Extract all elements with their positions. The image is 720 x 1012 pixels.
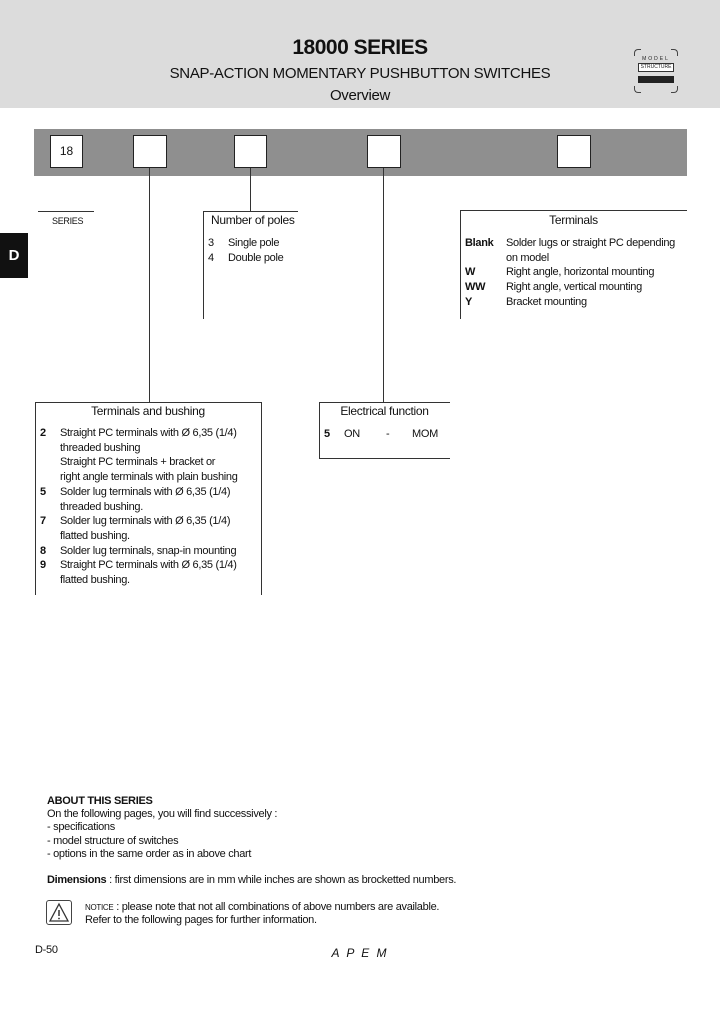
terminals-desc: Solder lugs or straight PC depending — [506, 237, 675, 249]
function-sep: - — [386, 428, 390, 440]
poles-rule — [203, 211, 298, 212]
code-box-bushing — [133, 135, 167, 168]
function-pos2: MOM — [412, 428, 438, 440]
page-number: D-50 — [35, 944, 58, 956]
about-line: - specifications — [47, 821, 115, 833]
connector-bushing — [149, 168, 150, 402]
function-code: 5 — [324, 428, 330, 440]
dimensions-note: Dimensions : first dimensions are in mm while inches are shown as brocketted numbers. — [47, 874, 457, 886]
function-top-rule — [319, 402, 450, 403]
about-line: - options in the same order as in above chart — [47, 848, 252, 860]
bushing-title: Terminals and bushing — [91, 404, 205, 418]
function-title: Electrical function — [340, 404, 429, 418]
poles-title: Number of poles — [211, 213, 295, 227]
code-box-terminals — [557, 135, 591, 168]
terminals-code: W — [465, 266, 476, 279]
connector-function — [383, 168, 384, 402]
notice-note: NOTICE : please note that not all combinations of above numbers are available. — [85, 901, 440, 913]
terminals-desc: Bracket mounting — [506, 295, 587, 308]
connector-poles — [250, 168, 251, 212]
terminals-code: WW — [465, 281, 486, 294]
logo-structure-text: STRUCTURE — [638, 63, 674, 72]
terminals-desc: Right angle, vertical mounting — [506, 281, 642, 294]
logo-caption: MODEL — [642, 56, 670, 62]
code-box-series: 18 — [50, 135, 83, 168]
about-line: On the following pages, you will find successively : — [47, 808, 278, 820]
code-box-poles — [234, 135, 267, 168]
poles-desc: Double pole — [228, 251, 284, 264]
function-bottom-rule — [319, 458, 450, 459]
terminals-desc: on model — [506, 251, 549, 264]
series-label: SERIES — [52, 216, 84, 226]
function-row — [324, 427, 450, 442]
poles-list — [208, 236, 283, 265]
poles-code: 4 — [208, 251, 214, 264]
page-title: 18000 SERIES — [292, 36, 428, 59]
terminals-code: Blank — [465, 237, 494, 249]
terminals-desc: Right angle, horizontal mounting — [506, 266, 655, 279]
bushing-right-rule — [261, 402, 262, 595]
terminals-title: Terminals — [549, 213, 598, 227]
bushing-top-rule — [35, 402, 261, 403]
section-tab: D — [0, 233, 28, 278]
poles-code: 3 — [208, 237, 214, 249]
terminals-code: Y — [465, 295, 473, 308]
model-structure-logo — [634, 49, 678, 93]
about-line: - model structure of switches — [47, 835, 179, 847]
brand-footer: A P E M — [331, 946, 389, 960]
code-box-function — [367, 135, 401, 168]
about-title: ABOUT THIS SERIES — [47, 795, 153, 807]
notice-note-2: Refer to the following pages for further information. — [85, 914, 317, 926]
section-title: Overview — [329, 87, 391, 104]
poles-desc: Single pole — [228, 237, 280, 249]
terminals-list — [465, 236, 675, 310]
series-rule — [38, 211, 94, 212]
warning-icon — [46, 900, 72, 925]
bushing-left-rule — [35, 402, 36, 595]
page-subtitle: SNAP-ACTION MOMENTARY PUSHBUTTON SWITCHES — [169, 65, 551, 82]
poles-left-rule — [203, 211, 204, 319]
function-pos1: ON — [344, 428, 360, 440]
bushing-list: 2 Straight PC terminals with Ø 6,35 (1/4) threaded bushing Straight PC terminals + bracket or right angle terminals with plain bushing 5 Solder lug terminals with Ø 6,35 (1/4) threaded bushing. 7 Solder lug terminals with Ø 6,35 (1/4) flatted bushing. 8 Solder lug terminals, snap-in mounting 9 Straight PC terminals with Ø 6,35 (1/4) flatted bushing. — [40, 427, 238, 587]
terminals-rule — [460, 210, 687, 211]
